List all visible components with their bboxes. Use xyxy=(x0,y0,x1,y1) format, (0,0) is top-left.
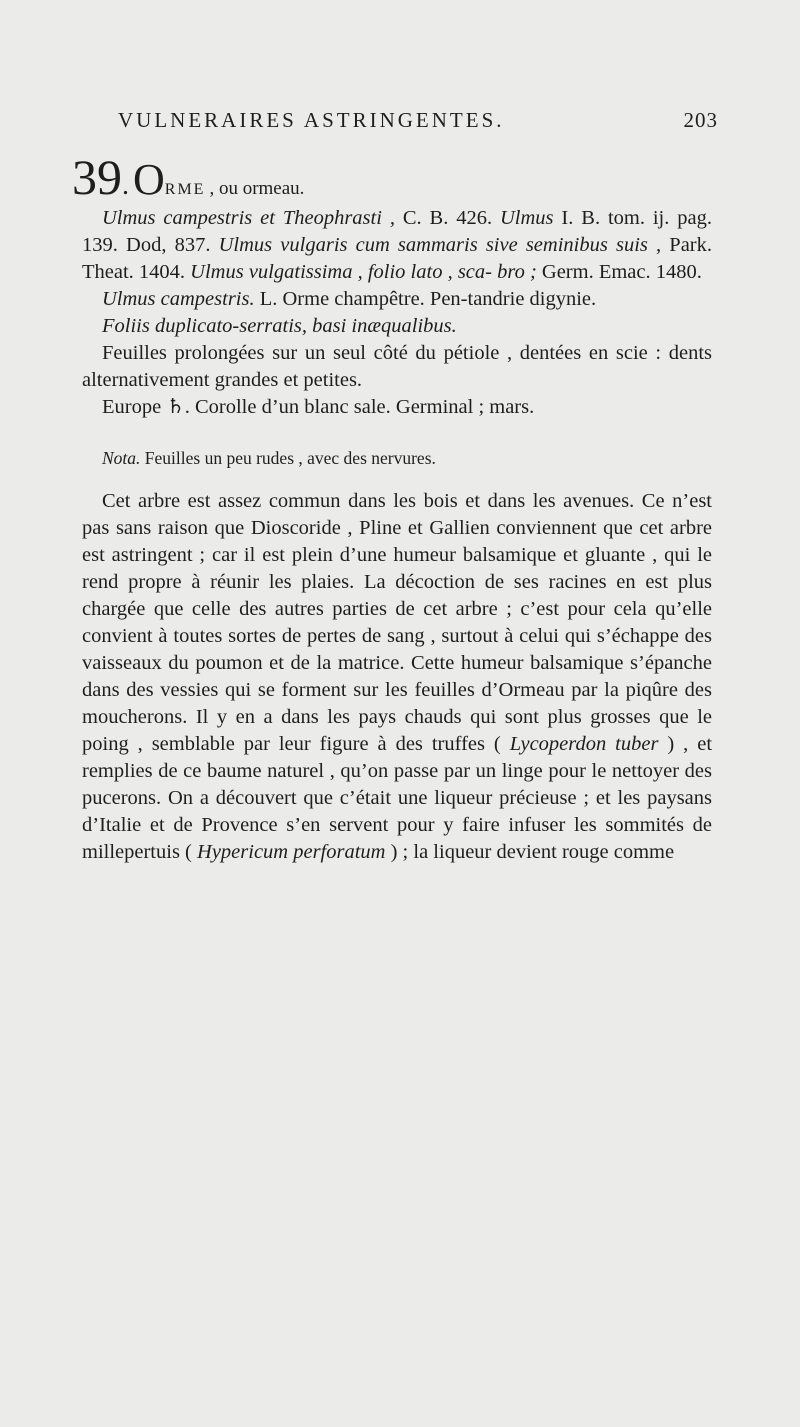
main-text-latin-1: Lycoperdon tuber xyxy=(509,733,659,755)
synonym-4-ref: Theat. 1404. xyxy=(82,261,191,283)
description: Feuilles prolongées sur un seul côté du pétiole , dentées en scie : dents alternativement grandes et petites. xyxy=(82,342,712,391)
synonym-1-ref: C. B. 426. xyxy=(394,207,493,229)
synonym-3-name: Ulmus vulgaris cum sammaris sive seminibus suis xyxy=(218,234,648,256)
entry-name-rest: , ou ormeau. xyxy=(209,178,305,199)
diagnosis: Foliis duplicato-serratis, basi inæqualibus. xyxy=(102,315,457,337)
main-text-latin-2: Hypericum perforatum xyxy=(197,841,386,863)
synonym-5-ref: Germ. Emac. 1480. xyxy=(536,261,702,283)
synonym-5-name: bro ; xyxy=(497,261,537,283)
running-title: VULNERAIRES ASTRINGENTES. xyxy=(118,108,505,132)
linnaeus-paragraph xyxy=(82,286,712,313)
synonyms-paragraph xyxy=(82,205,712,286)
main-text-part-2: ) , et remplies de ce baume naturel , qu’on passe par un linge pour le nettoyer des pucerons. On a découvert que c’était une liqueur précieuse ; et les paysans d’Italie et de Provence s’en servent pour y faire infuser les sommités de millepertuis ( xyxy=(82,733,713,863)
synonym-2-ref: I. B. tom. ij. pag. 139. Dod, 837. xyxy=(82,207,712,256)
entry-body xyxy=(82,205,712,866)
running-header xyxy=(118,108,718,133)
nota-text: Feuilles un peu rudes , avec des nervures. xyxy=(140,448,436,468)
entry-name-caps: RME xyxy=(164,181,206,198)
nota-label: Nota. xyxy=(102,448,141,468)
entry-initial: O xyxy=(133,155,165,204)
synonym-4-name: Ulmus vulgatissima , folio lato , sca- xyxy=(190,261,492,283)
entry-number-dot: . xyxy=(122,170,129,201)
linnaeus-name: Ulmus campestris. xyxy=(102,288,255,310)
synonym-3-ref: , Park. xyxy=(647,234,713,256)
nota-paragraph xyxy=(82,445,712,472)
spacer xyxy=(82,472,712,488)
main-text-part-3: ) ; la liqueur devient rouge comme xyxy=(385,841,675,863)
synonym-2-name: Ulmus xyxy=(499,207,554,229)
synonym-1-name: Ulmus campestris et Theophrasti , xyxy=(102,207,395,229)
linnaeus-class: L. Orme champêtre. Pen-tandrie digynie. xyxy=(254,288,597,310)
page-number: 203 xyxy=(683,108,718,132)
entry-number: 39 xyxy=(72,149,122,205)
main-text-part-1: Cet arbre est assez commun dans les bois et dans les avenues. Ce n’est pas sans raison que Dioscoride , Pline et Gallien conviennent que cet arbre est astringent ; car il est plein d’une humeur balsamique et gluante , qui le rend propre à réunir les plaies. La décoction de ses racines en est plus chargée que celle des autres parties de cet arbre ; c’est pour cela qu’elle convient à toutes sortes de pertes de sang , surtout à celui qui s’échappe des vaisseaux du poumon et de la matrice. Cette humeur balsamique s’épanche dans des vessies qui se forment sur les feuilles d’Ormeau par la piqûre des moucherons. Il y en a dans les pays chauds qui sont plus grosses que le poing , semblable par leur figure à des truffes ( xyxy=(82,490,712,755)
main-paragraph xyxy=(82,488,712,866)
habitat: Europe ♄. Corolle d’un blanc sale. Germinal ; mars. xyxy=(102,396,535,418)
entry-heading xyxy=(72,149,712,205)
